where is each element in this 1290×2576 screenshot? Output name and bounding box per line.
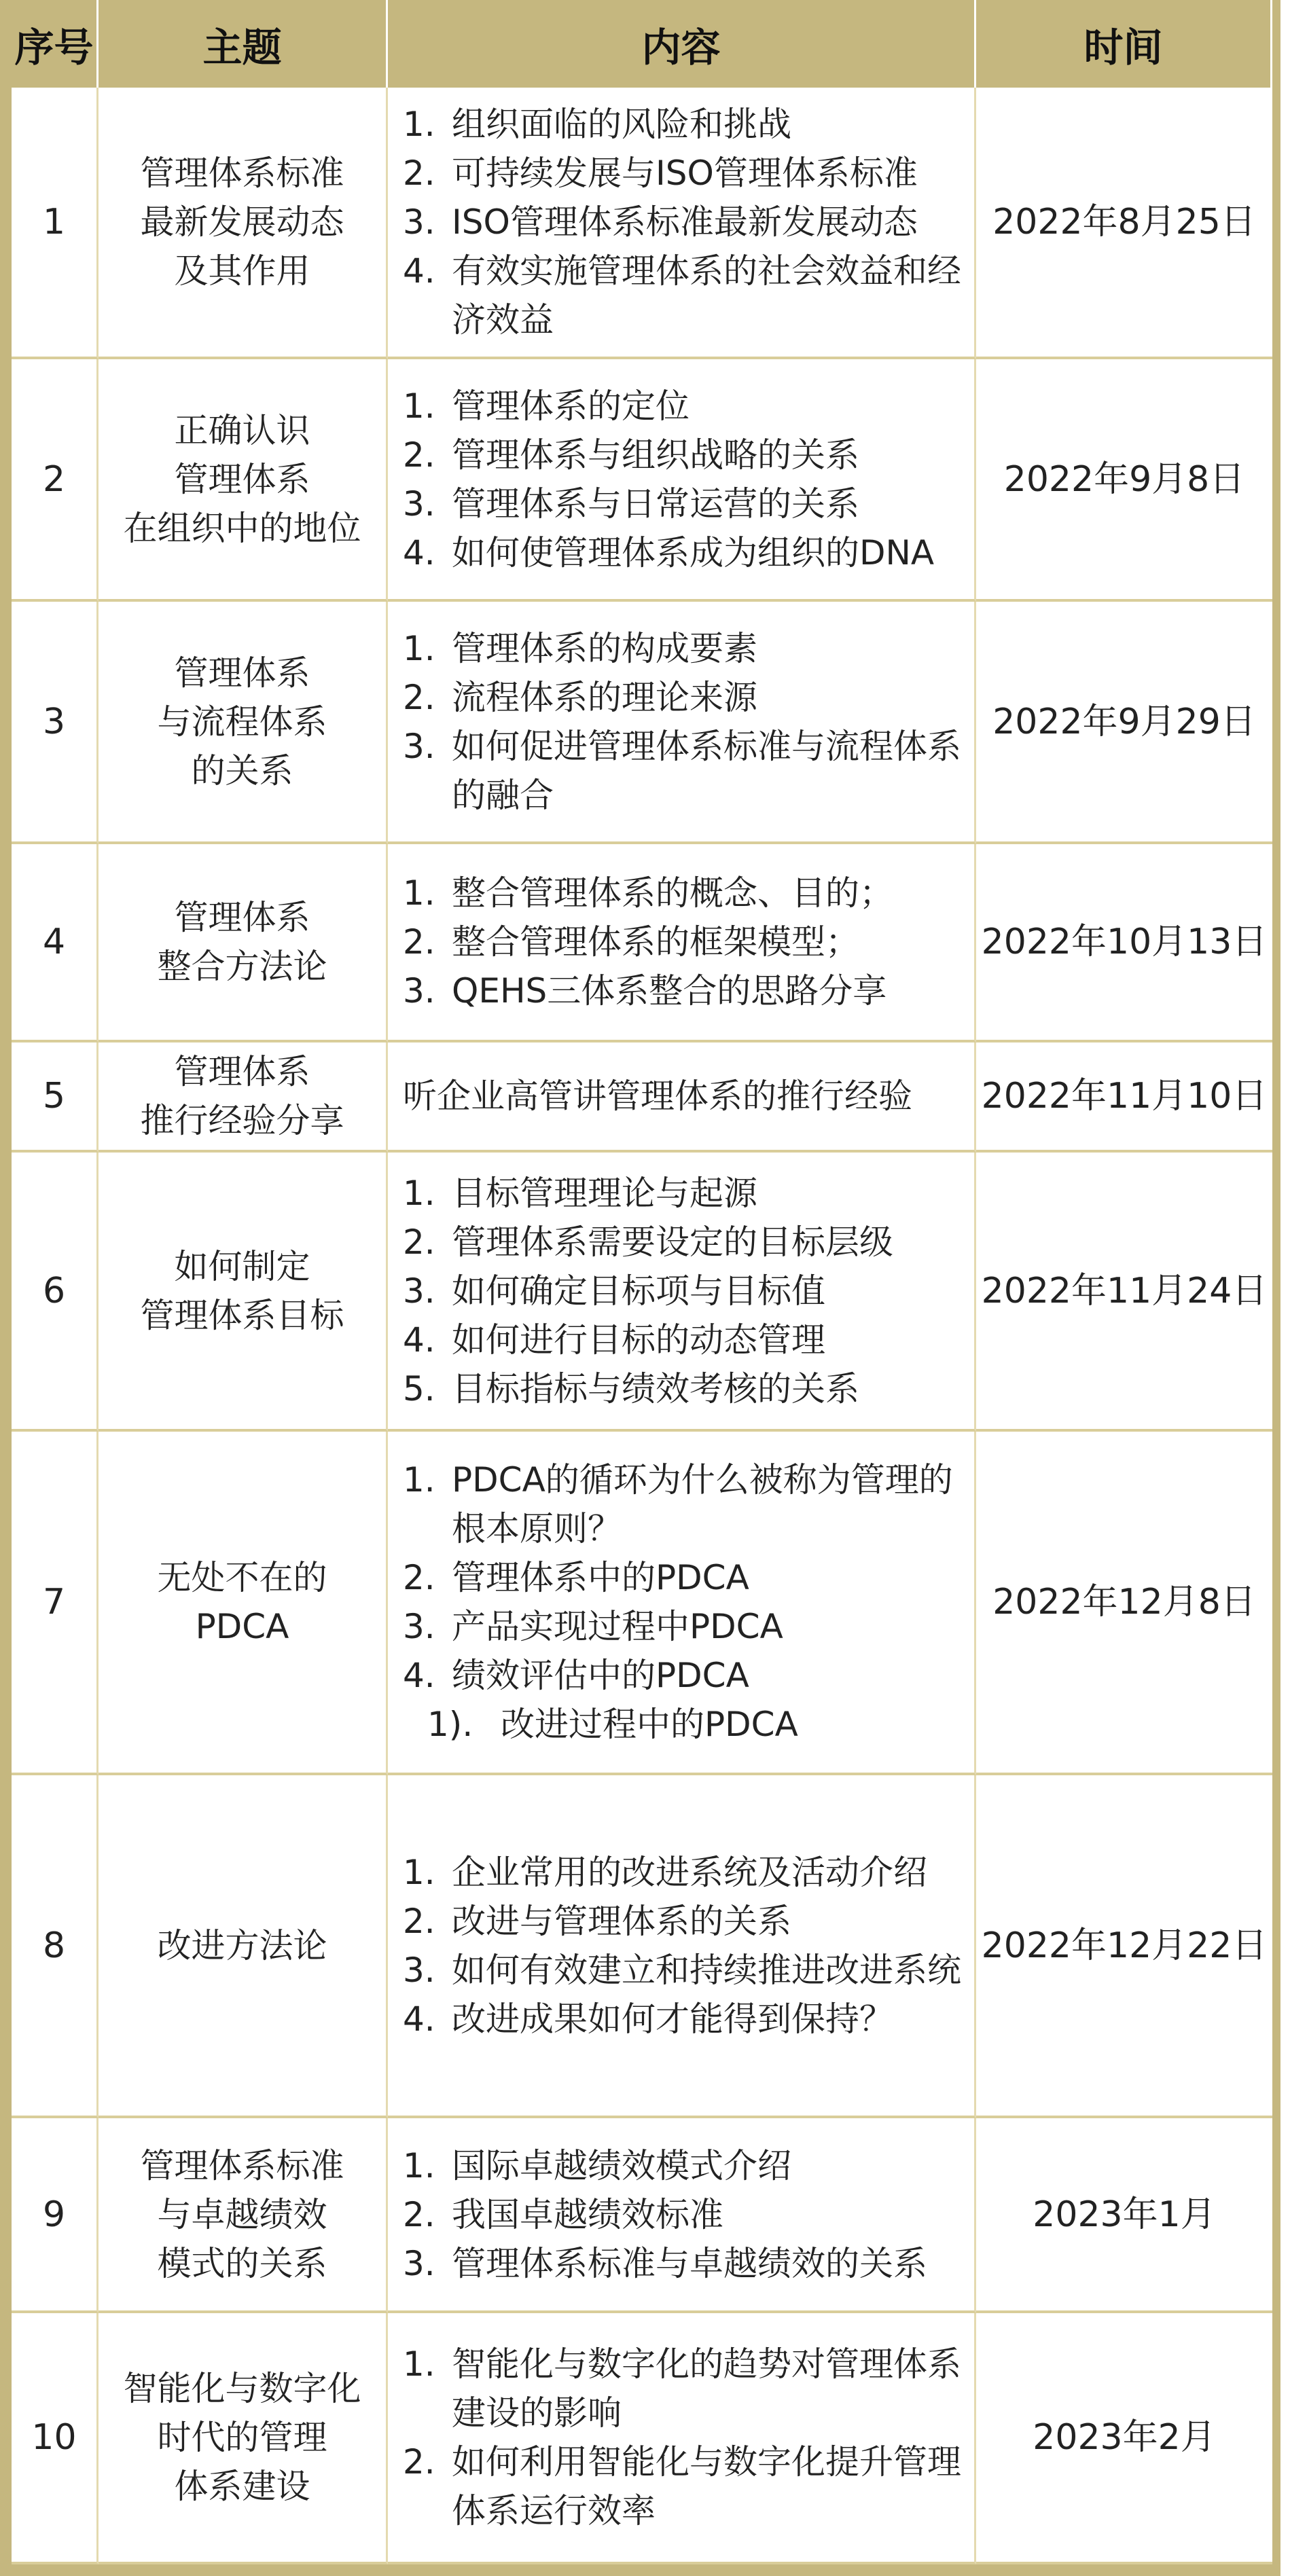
list-item [403,247,966,344]
row-time: 2022年11月10日 [976,1042,1272,1153]
list-item [403,1218,893,1267]
list-item-number: 3. [403,1950,435,1990]
list-item-number: 2. [403,153,435,193]
content-list [403,1169,893,1413]
list-item-text: 管理体系的构成要素 [452,628,757,668]
row-number: 9 [12,2118,98,2313]
list-item [403,1364,893,1413]
list-item [403,1897,961,1946]
list-item [403,431,934,479]
list-item-number: 1. [403,386,435,426]
list-item [403,1946,961,1995]
row-number: 7 [12,1432,98,1775]
list-item-number: 1. [403,1173,435,1213]
row-time: 2022年8月25日 [976,88,1272,359]
row-content [388,1042,976,1153]
list-item-number: 3. [403,2243,435,2283]
list-item-number: 5. [403,1368,435,1409]
row-content [388,1153,976,1432]
list-item-text: 整合管理体系的框架模型； [452,922,859,962]
list-item-number: 1. [403,628,435,668]
list-item-number: 2. [403,1558,435,1597]
list-item-text: 流程体系的理论来源 [452,677,757,717]
list-item [403,624,966,673]
list-item-text: 管理体系与日常运营的关系 [452,484,859,524]
list-item-number: 1. [403,1852,435,1892]
list-item-text: PDCA的循环为什么被称为管理的根本原则？ [452,1460,953,1548]
list-item-number: 4. [403,532,435,573]
row-time: 2022年9月29日 [976,602,1272,844]
list-item-number: 3. [403,971,435,1011]
list-item [403,1316,893,1364]
row-content [388,2118,976,2313]
row-number: 10 [12,2313,98,2564]
list-item [403,673,966,722]
row-topic: 管理体系 与流程体系 的关系 [98,602,388,844]
header-time: 时间 [976,0,1272,88]
list-item-text: 管理体系的定位 [452,386,689,426]
list-item-number: 3. [403,484,435,524]
list-item-text: 如何使管理体系成为组织的DNA [452,532,935,573]
row-topic: 管理体系 整合方法论 [98,844,388,1042]
row-number: 1 [12,88,98,359]
list-item-text: 如何进行目标的动态管理 [452,1320,825,1360]
list-item [403,198,966,247]
list-item-text: 改进与管理体系的关系 [452,1901,791,1941]
list-item-text: 产品实现过程中PDCA [452,1607,783,1646]
row-content [388,2313,976,2564]
list-item-text: 管理体系需要设定的目标层级 [452,1222,893,1262]
list-item [403,1169,893,1218]
row-time: 2022年11月24日 [976,1153,1272,1432]
list-item-number: 3. [403,202,435,242]
list-item [403,2340,966,2437]
list-item-text: 绩效评估中的PDCA [452,1656,749,1695]
list-item-text: 管理体系标准与卓越绩效的关系 [452,2243,927,2283]
list-item [403,479,934,528]
row-number: 2 [12,359,98,602]
list-item [403,2239,927,2288]
list-item-text: 管理体系与组织战略的关系 [452,435,859,475]
list-item-text: 目标指标与绩效考核的关系 [452,1368,859,1409]
list-item [403,1267,893,1316]
row-number: 3 [12,602,98,844]
list-item-number: 3. [403,1271,435,1311]
list-item [403,2437,966,2535]
row-time: 2022年9月8日 [976,359,1272,602]
row-topic: 如何制定 管理体系目标 [98,1153,388,1432]
row-topic: 管理体系 推行经验分享 [98,1042,388,1153]
schedule-table [12,0,1272,2576]
list-item [403,722,966,820]
list-item-number: 3. [403,1607,435,1646]
list-item [403,1848,961,1897]
list-item-text: ISO管理体系标准最新发展动态 [452,202,918,242]
list-item-number: 1). [427,1705,473,1744]
list-item-text: 如何确定目标项与目标值 [452,1271,825,1311]
list-item [403,382,934,431]
list-item [403,1455,966,1553]
row-topic: 管理体系标准 与卓越绩效 模式的关系 [98,2118,388,2313]
header-topic: 主题 [98,0,388,88]
row-time: 2022年12月22日 [976,1775,1272,2118]
list-item-text: 组织面临的风险和挑战 [452,105,791,144]
row-number: 8 [12,1775,98,2118]
row-time: 2022年10月13日 [976,844,1272,1042]
list-item-text: 如何有效建立和持续推进改进系统 [452,1950,961,1990]
content-list [403,100,966,344]
row-content [388,88,976,359]
list-item-number: 3. [403,726,435,766]
list-item-number: 2. [403,922,435,962]
row-content [388,1775,976,2118]
list-item [403,1995,961,2044]
row-time: 2023年2月 [976,2313,1272,2564]
list-item-number: 1. [403,873,435,913]
row-topic: 管理体系标准 最新发展动态 及其作用 [98,88,388,359]
row-number: 5 [12,1042,98,1153]
list-item [403,100,966,149]
row-time: 2022年12月8日 [976,1432,1272,1775]
list-item-text: 管理体系中的PDCA [452,1558,749,1597]
row-topic: 智能化与数字化 时代的管理 体系建设 [98,2313,388,2564]
list-item-number: 1. [403,105,435,144]
list-item-number: 4. [403,1656,435,1695]
row-time: 2023年1月 [976,2118,1272,2313]
row-topic: 无处不在的 PDCA [98,1432,388,1775]
content-list [403,1848,961,2044]
row-content [388,359,976,602]
row-content [388,844,976,1042]
list-item-number: 1. [403,2344,435,2384]
list-item-text: 目标管理理论与起源 [452,1173,757,1213]
list-item-number: 1. [403,2145,435,2185]
list-item [403,1700,966,1749]
list-item-number: 2. [403,677,435,717]
content-list [403,382,934,577]
list-item-text: 整合管理体系的概念、目的； [452,873,893,913]
header-content: 内容 [388,0,976,88]
list-item-number: 2. [403,435,435,475]
list-item [403,149,966,198]
list-item [403,2190,927,2239]
list-item-text: 企业常用的改进系统及活动介绍 [452,1852,927,1892]
content-list [403,1455,966,1749]
row-content [388,1432,976,1775]
list-item-text: 有效实施管理体系的社会效益和经济效益 [452,251,961,340]
content-list [403,2141,927,2288]
list-item-text: 我国卓越绩效标准 [452,2194,723,2234]
list-item [403,918,893,966]
list-item-number: 1. [403,1460,435,1500]
list-item-text: 改进过程中的PDCA [501,1705,798,1744]
list-item-text: 如何促进管理体系标准与流程体系的融合 [452,726,961,815]
list-item [403,2141,927,2190]
row-content [388,602,976,844]
list-item [403,1602,966,1651]
list-item-number: 2. [403,1901,435,1941]
list-item-number: 4. [403,251,435,291]
list-item-number: 2. [403,2442,435,2482]
row-topic: 正确认识 管理体系 在组织中的地位 [98,359,388,602]
list-item [403,528,934,577]
row-number: 4 [12,844,98,1042]
list-item [403,1651,966,1700]
list-item-text: 改进成果如何才能得到保持？ [452,1999,893,2039]
list-item-number: 2. [403,1222,435,1262]
list-item-text: 如何利用智能化与数字化提升管理体系运行效率 [452,2442,961,2530]
row-topic: 改进方法论 [98,1775,388,2118]
row-number: 6 [12,1153,98,1432]
list-item-text: 可持续发展与ISO管理体系标准 [452,153,918,193]
list-item-text: 智能化与数字化的趋势对管理体系建设的影响 [452,2344,961,2433]
content-list [403,869,893,1015]
list-item-number: 2. [403,2194,435,2234]
content-list [403,2340,966,2535]
list-item-text: QEHS三体系整合的思路分享 [452,971,887,1011]
list-item [403,966,893,1015]
list-item-number: 4. [403,1999,435,2039]
content-text: 听企业高管讲管理体系的推行经验 [403,1076,912,1116]
list-item-text: 国际卓越绩效模式介绍 [452,2145,791,2185]
list-item [403,1553,966,1602]
header-num: 序号 [12,0,98,88]
content-list [403,624,966,820]
list-item-number: 4. [403,1320,435,1360]
list-item [403,869,893,918]
